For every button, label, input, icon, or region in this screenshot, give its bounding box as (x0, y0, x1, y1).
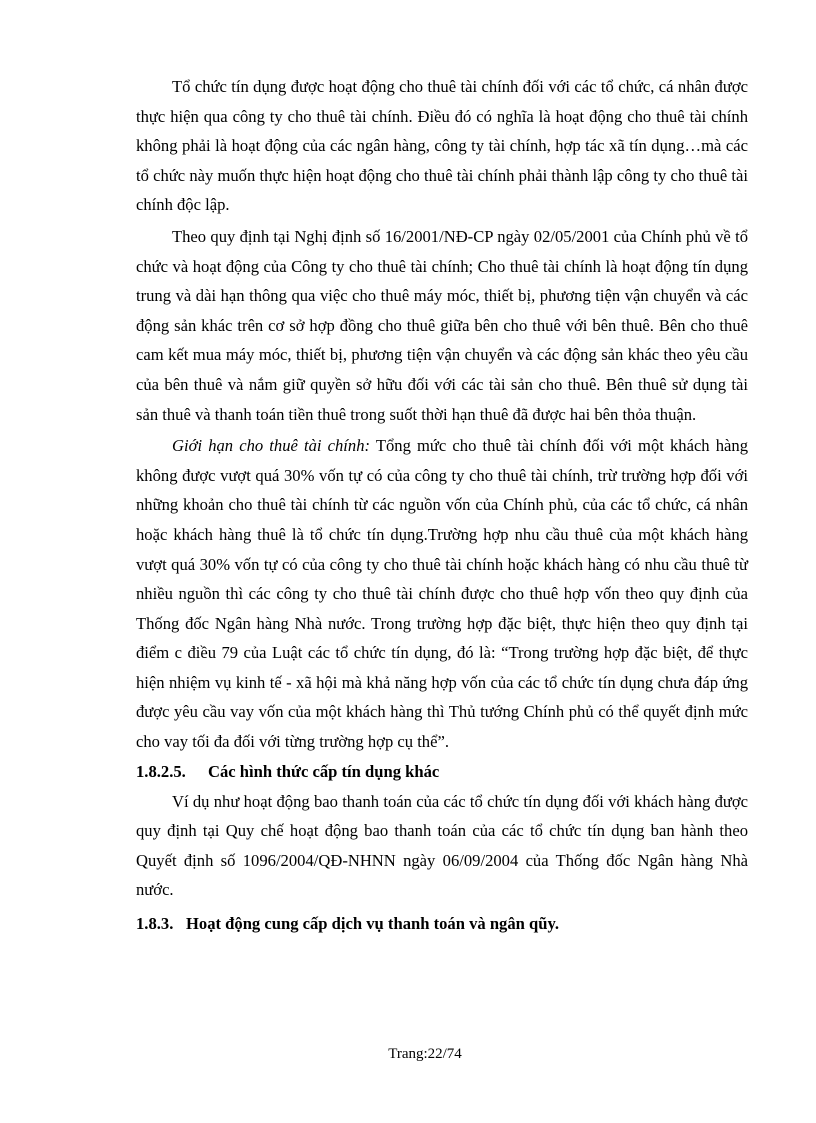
paragraph-decree-definition: Theo quy định tại Nghị định số 16/2001/NĐ-CP ngày 02/05/2001 của Chính phủ về tổ chức và hoạt động của Công ty cho thuê tài chính; Cho thuê tài chính là hoạt động tín dụng trung và dài hạn thông qua việc cho thuê máy móc, thiết bị, phương tiện vận chuyển và các động sản khác trên cơ sở hợp đồng cho thuê giữa bên cho thuê với bên thuê. Bên cho thuê cam kết mua máy móc, thiết bị, phương tiện vận chuyển và các động sản khác theo yêu cầu của bên thuê và nắm giữ quyền sở hữu đối với các tài sản cho thuê. Bên thuê sử dụng tài sản thuê và thanh toán tiền thuê trong suốt thời hạn thuê đã được hai bên thỏa thuận. (136, 226, 748, 424)
leasing-limit-lead: Giới hạn cho thuê tài chính: (172, 436, 371, 456)
paragraph-leasing-institutions: Tổ chức tín dụng được hoạt động cho thuê tài chính đối với các tổ chức, cá nhân được thực hiện qua công ty cho thuê tài chính. Điều đó có nghĩa là hoạt động cho thuê tài chính không phải là hoạt động của các ngân hàng, công ty tài chính, hợp tác xã tín dụng…mà các tổ chức này muốn thực hiện hoạt động cho thuê tài chính phải thành lập công ty cho thuê tài chính độc lập. (136, 77, 748, 215)
document-page (136, 72, 748, 939)
page-number-footer: Trang:22/74 (388, 1046, 462, 1062)
paragraph-factoring-example: Ví dụ như hoạt động bao thanh toán của các tổ chức tín dụng đối với khách hàng được quy định tại Quy chế hoạt động bao thanh toán của các tổ chức tín dụng ban hành theo Quyết định số 1096/2004/QĐ-NHNN ngày 06/09/2004 của Thống đốc Ngân hàng Nhà nước. (136, 791, 748, 900)
section-title: Các hình thức cấp tín dụng khác (208, 761, 440, 781)
section-heading-1-8-2-5 (136, 757, 748, 787)
leasing-limit-body: Tổng mức cho thuê tài chính đối với một khách hàng không được vượt quá 30% vốn tự có của công ty cho thuê tài chính, trừ trường hợp đối với những khoản cho thuê tài chính từ các nguồn vốn của Chính phủ, của các tổ chức, cá nhân hoặc khách hàng thuê là tổ chức tín dụng.Trường hợp nhu cầu thuê của một khách hàng vượt quá 30% vốn tự có của công ty cho thuê tài chính hoặc khách hàng có nhu cầu thuê từ nhiều nguồn thì các công ty cho thuê tài chính được cho thuê hợp vốn theo quy định của Thống đốc Ngân hàng Nhà nước. Trong trường hợp đặc biệt, thực hiện theo quy định tại điểm c điều 79 của Luật các tổ chức tín dụng, đó là: “Trong trường hợp đặc biệt, để thực hiện nhiệm vụ kinh tế - xã hội mà khả năng hợp vốn của các tổ chức tín dụng chưa đáp ứng được yêu cầu vay vốn của một khách hàng thì Thủ tướng Chính phủ có thể quyết định mức cho vay tối đa đối với từng trường hợp cụ thể”. (136, 436, 748, 752)
section-number: 1.8.3. (136, 914, 174, 934)
section-title: Hoạt động cung cấp dịch vụ thanh toán và ngân qũy. (186, 914, 560, 934)
section-heading-1-8-3 (136, 909, 748, 939)
paragraph-leasing-limit (136, 431, 748, 757)
section-number: 1.8.2.5. (136, 761, 186, 781)
